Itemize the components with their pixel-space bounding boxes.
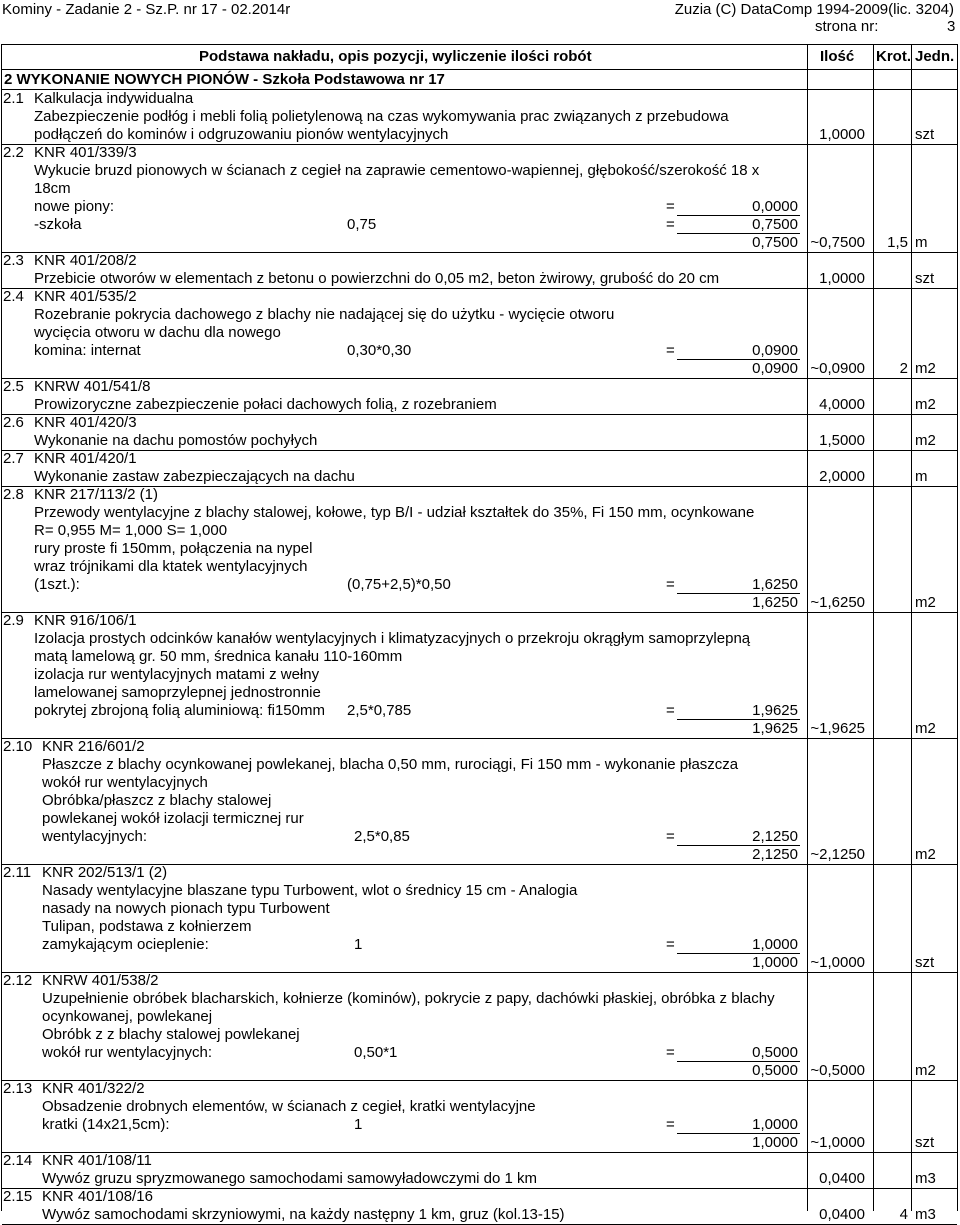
item-multiplier: 4	[899, 1206, 908, 1223]
item-description-line: Nasady wentylacyjne blaszane typu Turbowent, wlot o średnicy 15 cm - Analogia	[42, 882, 578, 899]
item-code: KNR 401/322/2	[42, 1080, 145, 1097]
calc-sum: 1,0000	[752, 954, 798, 971]
item-code: KNR 217/113/2 (1)	[34, 486, 158, 503]
column-header-description: Podstawa nakładu, opis pozycji, wyliczenie ilości robót	[199, 48, 592, 65]
column-divider	[807, 45, 808, 1211]
item-description-line: nasady na nowych pionach typu Turbowent	[42, 900, 330, 917]
item-number: 2.5	[3, 378, 24, 395]
calc-sum: 2,1250	[752, 846, 798, 863]
item-number: 2.3	[3, 252, 24, 269]
item-unit: m2	[915, 720, 936, 737]
item-unit: m2	[915, 360, 936, 377]
item-quantity: ~0,7500	[810, 234, 865, 251]
item-divider	[2, 288, 957, 289]
column-header-quantity: Ilość	[820, 48, 855, 65]
item-divider	[2, 612, 957, 613]
item-divider	[2, 738, 957, 739]
item-description-line: Tulipan, podstawa z kołnierzem	[42, 918, 252, 935]
item-description-line: wraz trójnikami dla ktatek wentylacyjnych	[34, 558, 308, 575]
item-quantity: 1,5000	[819, 432, 865, 449]
item-code: KNR 401/339/3	[34, 144, 137, 161]
item-divider	[2, 1080, 957, 1081]
calc-expression: 1	[354, 936, 363, 953]
calc-value: 1,9625	[752, 702, 798, 719]
calc-value: 0,0900	[752, 342, 798, 359]
item-quantity: ~1,9625	[810, 720, 865, 737]
item-quantity: 0,0400	[819, 1206, 865, 1223]
item-quantity: 4,0000	[819, 396, 865, 413]
calc-equals: =	[666, 198, 675, 215]
item-unit: m2	[915, 846, 936, 863]
item-quantity: ~2,1250	[810, 846, 865, 863]
item-description-line: Przebicie otworów w elementach z betonu o powierzchni do 0,05 m2, beton żwirowy, grubość do 20 cm	[34, 270, 720, 287]
calc-equals: =	[666, 1116, 675, 1133]
item-code: KNR 401/535/2	[34, 288, 137, 305]
item-description-line: Wywóz gruzu spryzmowanego samochodami samowyładowczymi do 1 km	[42, 1170, 538, 1187]
column-divider	[873, 45, 874, 1211]
item-unit: m	[915, 468, 928, 485]
item-number: 2.6	[3, 414, 24, 431]
item-description-line: wokół rur wentylacyjnych	[42, 774, 208, 791]
item-quantity: ~0,0900	[810, 360, 865, 377]
calc-label: (1szt.):	[34, 576, 80, 593]
item-code: Kalkulacja indywidualna	[34, 90, 194, 107]
item-code: KNR 401/108/11	[42, 1152, 152, 1169]
calc-sum: 0,5000	[752, 1062, 798, 1079]
item-unit: szt	[915, 270, 935, 287]
calc-equals: =	[666, 936, 675, 953]
item-number: 2.14	[3, 1152, 33, 1169]
item-code: KNR 916/106/1	[34, 612, 137, 629]
item-quantity: 0,0400	[819, 1170, 865, 1187]
item-divider	[2, 252, 957, 253]
item-code: KNRW 401/541/8	[34, 378, 151, 395]
calc-sum: 1,0000	[752, 1134, 798, 1151]
item-unit: szt	[915, 126, 935, 143]
item-code: KNR 401/420/1	[34, 450, 137, 467]
item-divider	[2, 450, 957, 451]
item-unit: m	[915, 234, 928, 251]
item-quantity: ~0,5000	[810, 1062, 865, 1079]
item-unit: m2	[915, 1062, 936, 1079]
item-unit: m2	[915, 396, 936, 413]
cost-estimate-table	[1, 44, 958, 1223]
item-description-line: 18cm	[34, 180, 71, 197]
calc-sum: 0,7500	[752, 234, 798, 251]
calc-label: kratki (14x21,5cm):	[42, 1116, 170, 1133]
item-unit: m2	[915, 432, 936, 449]
doc-header-left: Kominy - Zadanie 2 - Sz.P. nr 17 - 02.2014r	[2, 1, 291, 18]
item-multiplier: 1,5	[887, 234, 908, 251]
item-code: KNR 401/208/2	[34, 252, 137, 269]
item-description-line: Wykucie bruzd pionowych w ścianach z cegieł na zaprawie cementowo-wapiennej, głębokość/szerokość 18 x	[34, 162, 760, 179]
item-number: 2.10	[3, 738, 33, 755]
item-quantity: 2,0000	[819, 468, 865, 485]
item-quantity: ~1,6250	[810, 594, 865, 611]
item-description-line: Wywóz samochodami skrzyniowymi, na każdy następny 1 km, gruz (kol.13-15)	[42, 1206, 565, 1223]
item-quantity: ~1,0000	[810, 1134, 865, 1151]
item-number: 2.13	[3, 1080, 33, 1097]
item-code: KNRW 401/538/2	[42, 972, 159, 989]
item-description-line: Wykonanie na dachu pomostów pochyłych	[34, 432, 318, 449]
item-description-line: Uzupełnienie obróbek blacharskich, kołnierze (kominów), pokrycie z papy, dachówki płaskiej, obróbka z blachy	[42, 990, 775, 1007]
page-number: 3	[947, 18, 956, 35]
item-description-line: Płaszcze z blachy ocynkowanej powlekanej, blacha 0,50 mm, rurociągi, Fi 150 mm - wykonanie płaszcza	[42, 756, 739, 773]
item-unit: szt	[915, 1134, 935, 1151]
calc-expression: 0,50*1	[354, 1044, 398, 1061]
item-number: 2.15	[3, 1188, 33, 1205]
item-number: 2.8	[3, 486, 24, 503]
item-unit: m2	[915, 594, 936, 611]
item-number: 2.2	[3, 144, 24, 161]
item-number: 2.12	[3, 972, 33, 989]
calc-equals: =	[666, 828, 675, 845]
item-description-line: Prowizoryczne zabezpieczenie połaci dachowych folią, z rozebraniem	[34, 396, 497, 413]
calc-value: 0,0000	[752, 198, 798, 215]
item-quantity: 1,0000	[819, 126, 865, 143]
calc-sum: 1,9625	[752, 720, 798, 737]
calc-sum: 0,0900	[752, 360, 798, 377]
item-description-line: Obróbk z z blachy stalowej powlekanej	[42, 1026, 300, 1043]
calc-label: -szkoła	[34, 216, 82, 233]
item-unit: m3	[915, 1206, 936, 1223]
item-description-line: Rozebranie pokrycia dachowego z blachy nie nadającej się do użytku - wycięcie otworu	[34, 306, 615, 323]
item-description-line: powlekanej wokół izolacji termicznej rur	[42, 810, 304, 827]
calc-equals: =	[666, 1044, 675, 1061]
calc-expression: 0,75	[347, 216, 377, 233]
calc-sum: 1,6250	[752, 594, 798, 611]
header-divider	[2, 69, 957, 70]
calc-label: nowe piony:	[34, 198, 115, 215]
calc-label: komina: internat	[34, 342, 141, 359]
item-code: KNR 216/601/2	[42, 738, 145, 755]
item-description-line: ocynkowanej, powlekanej	[42, 1008, 213, 1025]
item-description-line: Przewody wentylacyjne z blachy stalowej, kołowe, typ B/I - udział kształtek do 35%, Fi 150 mm, ocynkowane	[34, 504, 755, 521]
calc-value: 0,5000	[752, 1044, 798, 1061]
item-description-line: Izolacja prostych odcinków kanałów wentylacyjnych i klimatyzacyjnych o przekroju okrągłym samoprzylepną	[34, 630, 751, 647]
calc-label: pokrytej zbrojoną folią aluminiową: fi150mm	[34, 702, 325, 719]
calc-value: 0,7500	[752, 216, 798, 233]
calc-expression: (0,75+2,5)*0,50	[347, 576, 451, 593]
item-number: 2.4	[3, 288, 24, 305]
calc-expression: 1	[354, 1116, 363, 1133]
calc-expression: 2,5*0,785	[347, 702, 412, 719]
calc-label: wokół rur wentylacyjnych:	[42, 1044, 213, 1061]
item-quantity: 1,0000	[819, 270, 865, 287]
calc-value: 1,6250	[752, 576, 798, 593]
calc-value: 2,1250	[752, 828, 798, 845]
item-description-line: R= 0,955 M= 1,000 S= 1,000	[34, 522, 228, 539]
calc-equals: =	[666, 216, 675, 233]
item-number: 2.11	[3, 864, 32, 881]
item-description-line: matą lamelową gr. 50 mm, średnica kanału 110-160mm	[34, 648, 403, 665]
item-divider	[2, 144, 957, 145]
item-multiplier: 2	[899, 360, 908, 377]
section-title: 2 WYKONANIE NOWYCH PIONÓW - Szkoła Podstawowa nr 17	[4, 71, 445, 88]
item-unit: szt	[915, 954, 935, 971]
calc-equals: =	[666, 702, 675, 719]
calc-value: 1,0000	[752, 1116, 798, 1133]
calc-expression: 2,5*0,85	[354, 828, 410, 845]
item-description-line: rury proste fi 150mm, połączenia na nypel	[34, 540, 313, 557]
calc-equals: =	[666, 576, 675, 593]
column-header-unit: Jedn.	[915, 48, 955, 65]
item-divider	[2, 414, 957, 415]
doc-header-right: Zuzia (C) DataComp 1994-2009(lic. 3204)	[674, 1, 954, 18]
item-description-line: wycięcia otworu w dachu dla nowego	[34, 324, 281, 341]
item-description-line: izolacja rur wentylacyjnych matami z wełny	[34, 666, 320, 683]
item-description-line: Wykonanie zastaw zabezpieczających na dachu	[34, 468, 355, 485]
item-description-line: Obsadzenie drobnych elementów, w ścianach z cegieł, kratki wentylacyjne	[42, 1098, 536, 1115]
item-quantity: ~1,0000	[810, 954, 865, 971]
item-code: KNR 401/108/16	[42, 1188, 153, 1205]
item-number: 2.7	[3, 450, 24, 467]
page-number-label: strona nr:	[815, 18, 879, 35]
item-description-line: podłączeń do kominów i odgruzowaniu pionów wentylacyjnych	[34, 126, 449, 143]
column-header-multiplier: Krot.	[876, 48, 911, 65]
item-description-line: Obróbka/płaszcz z blachy stalowej	[42, 792, 272, 809]
calc-label: wentylacyjnych:	[42, 828, 148, 845]
item-unit: m3	[915, 1170, 936, 1187]
item-description-line: Zabezpieczenie podłóg i mebli folią polietylenową na czas wykomywania prac związanych z przebudowa	[34, 108, 729, 125]
calc-expression: 0,30*0,30	[347, 342, 412, 359]
calc-label: zamykającym ocieplenie:	[42, 936, 209, 953]
column-divider	[911, 45, 912, 1211]
item-code: KNR 202/513/1 (2)	[42, 864, 168, 881]
calc-value: 1,0000	[752, 936, 798, 953]
item-number: 2.9	[3, 612, 24, 629]
item-number: 2.1	[3, 90, 24, 107]
item-code: KNR 401/420/3	[34, 414, 137, 431]
calc-equals: =	[666, 342, 675, 359]
item-description-line: lamelowanej samoprzylepnej jednostronnie	[34, 684, 321, 701]
